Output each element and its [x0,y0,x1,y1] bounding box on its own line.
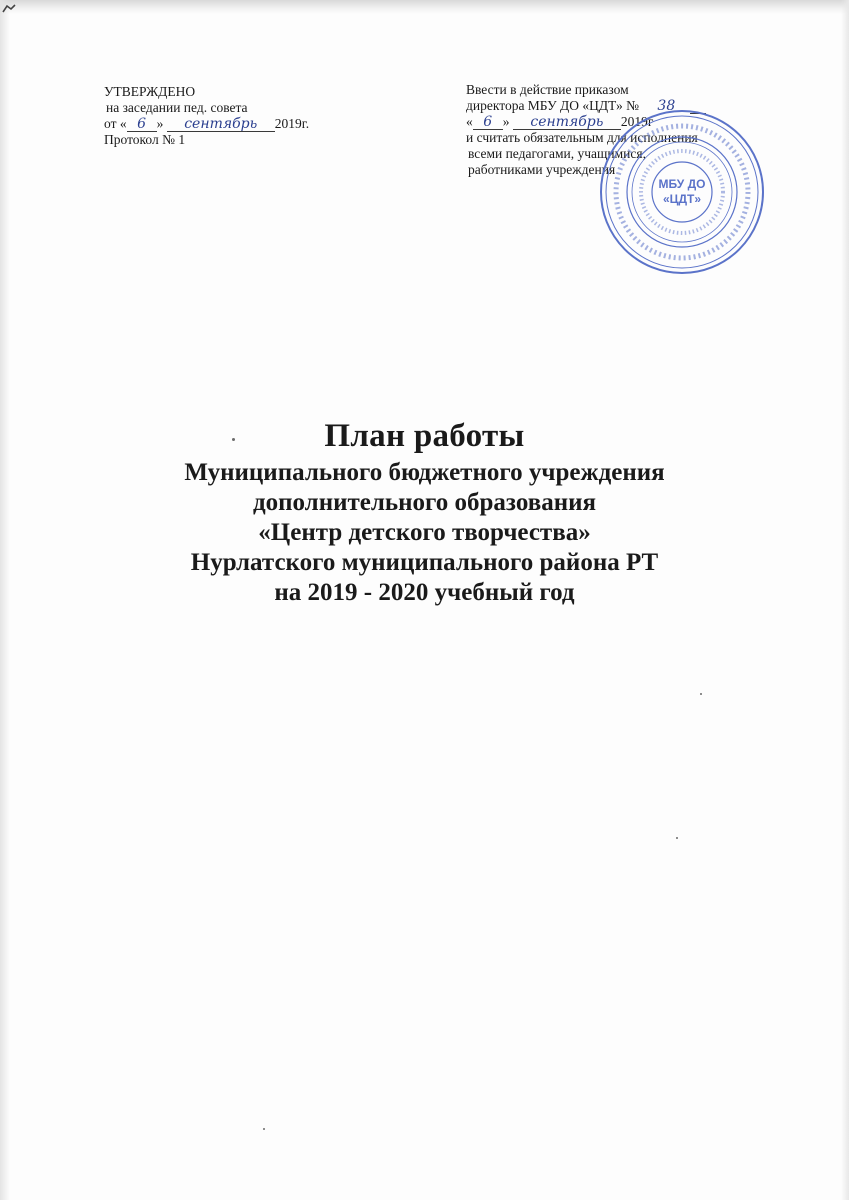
approval-handwritten-month: сентябрь [167,117,275,132]
order-handwritten-day: 6 [473,115,503,130]
order-handwritten-month: сентябрь [513,115,621,130]
stamp-center-line-2: «ЦДТ» [663,192,701,206]
order-line-4: и считать обязательным для исполнения [466,130,698,145]
order-date-prefix: « [466,114,473,129]
approval-date-line [104,116,364,132]
approval-date-prefix: от « [104,116,127,131]
scan-edge-top [0,0,849,14]
scan-speck [676,837,678,839]
order-line-1: Ввести в действие приказом [466,82,629,97]
document-title: План работы [324,418,525,454]
order-line-6: работниками учреждения [468,162,616,177]
approval-heading: УТВЕРЖДЕНО [104,84,196,99]
title-line-center: «Центр детского творчества» [258,519,591,546]
scan-speck [263,1128,265,1130]
official-stamp-icon [598,108,766,276]
title-line-institution: Муниципального бюджетного учреждения [184,459,665,486]
scan-speck [700,693,702,695]
title-line-education: дополнительного образования [252,489,597,516]
scan-corner-mark [2,4,16,14]
title-line-year: на 2019 - 2020 учебный год [274,579,575,606]
approval-date-mid: » [156,116,164,131]
approval-block [104,84,364,148]
approval-handwritten-day: 6 [127,117,157,132]
order-line-5: всеми педагогами, учащимися, [468,146,646,161]
approval-protocol: Протокол № 1 [104,132,186,147]
scan-speck [232,438,235,441]
title-line-district: Нурлатского муниципального района РТ [190,549,659,576]
order-director-text: директора МБУ ДО «ЦДТ» № [466,98,639,113]
order-date-mid: » [502,114,510,129]
approval-council-line: на заседании пед. совета [106,100,248,115]
order-handwritten-number: 38 [657,98,676,114]
document-title-block [0,414,849,608]
approval-date-year: 2019г. [274,116,310,131]
stamp-center-line-1: МБУ ДО [658,177,706,191]
order-date-year: 2019г [620,114,654,129]
